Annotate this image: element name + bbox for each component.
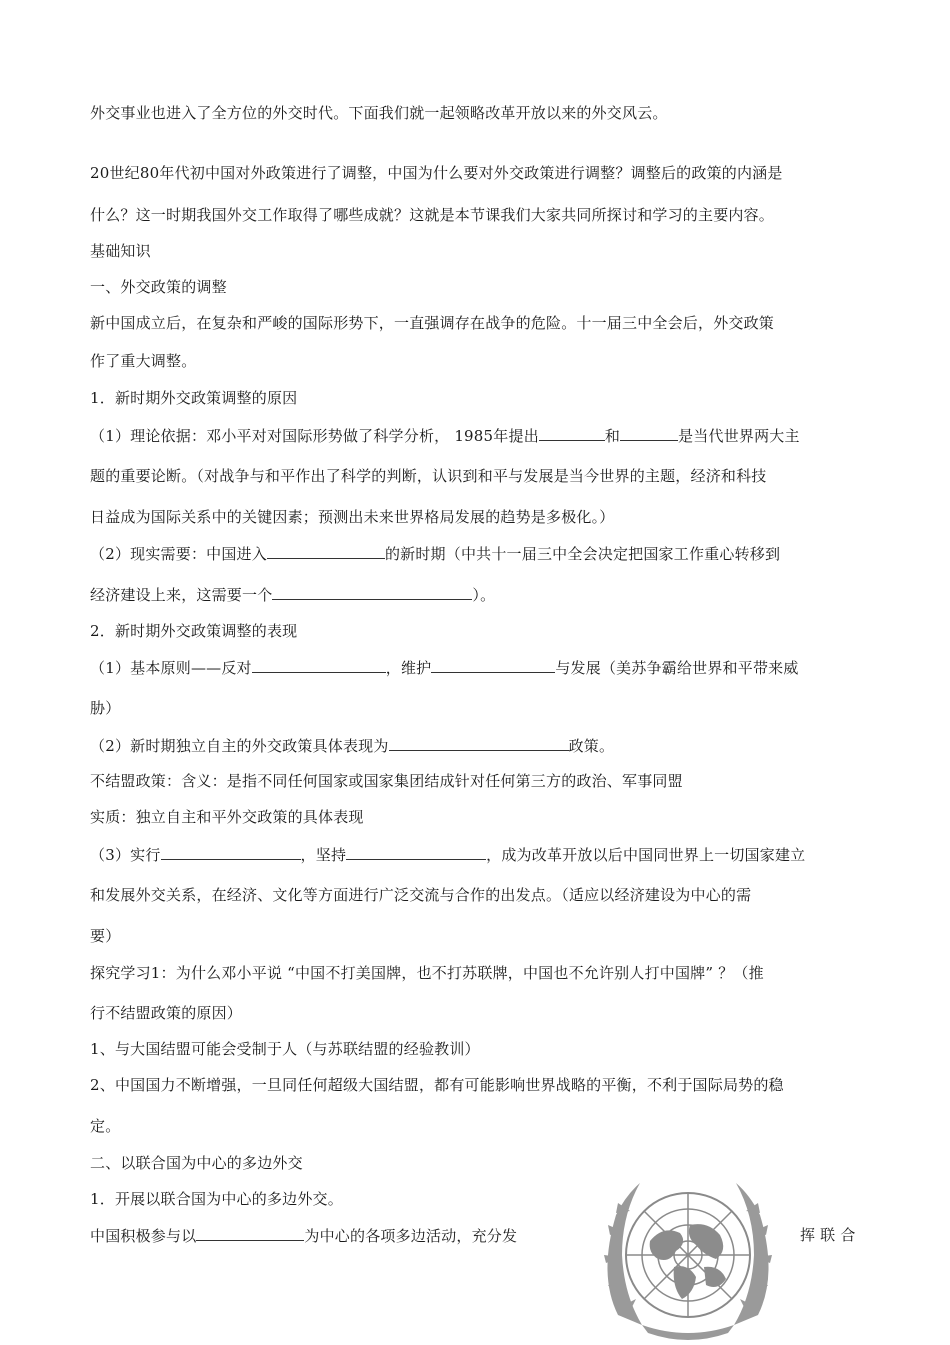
text-segment: 是当代世界两大主 bbox=[678, 427, 800, 445]
answer-blank[interactable] bbox=[252, 656, 386, 673]
text-segment: （1）基本原则——反对 bbox=[90, 659, 252, 677]
section-heading-basic: 基础知识 bbox=[90, 242, 151, 260]
intro-line: 外交事业也进入了全方位的外交时代。下面我们就一起领略改革开放以来的外交风云。 bbox=[90, 104, 668, 122]
text-segment: ，成为改革开放以后中国同世界上一切国家建立 bbox=[486, 846, 806, 864]
paragraph-line: 和发展外交关系，在经济、文化等方面进行广泛交流与合作的出发点。（适应以经济建设为中心的需 bbox=[90, 886, 752, 904]
text-segment: 中国积极参与以 bbox=[90, 1227, 197, 1245]
text-segment: ，维护 bbox=[385, 659, 432, 677]
answer-blank[interactable] bbox=[161, 843, 301, 860]
paragraph-line: 要） bbox=[90, 927, 121, 945]
answer-point-1: 1、与大国结盟可能会受制于人（与苏联结盟的经验教训） bbox=[90, 1040, 480, 1058]
answer-blank[interactable] bbox=[196, 1224, 304, 1241]
text-segment: 经济建设上来，这需要一个 bbox=[90, 586, 273, 604]
paragraph-line: 胁） bbox=[90, 699, 121, 717]
text-segment: （2）新时期独立自主的外交政策具体表现为 bbox=[90, 737, 389, 755]
fill-in-line-policy bbox=[90, 734, 870, 757]
text-segment: 政策。 bbox=[568, 737, 615, 755]
subheading-2: 2．新时期外交政策调整的表现 bbox=[90, 622, 298, 640]
intro-paragraph-line-1: 20世纪80年代初中国对外政策进行了调整，中国为什么要对外交政策进行调整？调整后的政策的内涵是 bbox=[90, 164, 783, 182]
fill-in-line-implement bbox=[90, 843, 870, 866]
section-heading-1: 一、外交政策的调整 bbox=[90, 278, 227, 296]
text-segment: （1）理论依据：邓小平对对国际形势做了科学分析， 1985年提出 bbox=[90, 427, 539, 445]
text-segment: （3）实行 bbox=[90, 846, 161, 864]
fill-in-line-principle bbox=[90, 656, 870, 679]
inquiry-question-line-1: 探究学习1：为什么邓小平说 “中国不打美国牌，也不打苏联牌，中国也不允许别人打中国牌” ？（推 bbox=[90, 964, 764, 982]
text-segment: ，坚持 bbox=[300, 846, 347, 864]
text-segment: 和 bbox=[604, 427, 621, 445]
subheading-un: 1．开展以联合国为中心的多边外交。 bbox=[90, 1190, 343, 1208]
answer-point-2-line-2: 定。 bbox=[90, 1117, 121, 1135]
text-segment: ）。 bbox=[472, 586, 496, 604]
text-segment: 与发展（美苏争霸给世界和平带来威 bbox=[555, 659, 799, 677]
text-segment: （2）现实需要：中国进入 bbox=[90, 545, 267, 563]
paragraph-line: 作了重大调整。 bbox=[90, 352, 197, 370]
answer-blank[interactable] bbox=[539, 424, 605, 441]
fill-in-line-reality bbox=[90, 542, 870, 565]
paragraph-line: 实质：独立自主和平外交政策的具体表现 bbox=[90, 808, 364, 826]
answer-blank[interactable] bbox=[267, 542, 385, 559]
answer-point-2-line-1: 2、中国国力不断增强，一旦同任何超级大国结盟，都有可能影响世界战略的平衡，不利于国际局势的稳 bbox=[90, 1076, 784, 1094]
subheading-1: 1．新时期外交政策调整的原因 bbox=[90, 389, 298, 407]
text-segment-right: 挥 联 合 bbox=[800, 1226, 856, 1244]
fill-in-line-theory bbox=[90, 424, 870, 447]
paragraph-line: 新中国成立后，在复杂和严峻的国际形势下，一直强调存在战争的危险。十一届三中全会后，外交政策 bbox=[90, 314, 775, 332]
section-heading-2: 二、以联合国为中心的多边外交 bbox=[90, 1154, 303, 1172]
answer-blank[interactable] bbox=[389, 734, 569, 751]
paragraph-line: 题的重要论断。（对战争与和平作出了科学的判断，认识到和平与发展是当今世界的主题，经济和科技 bbox=[90, 467, 767, 485]
un-emblem-image bbox=[578, 1155, 798, 1345]
text-segment: 的新时期（中共十一届三中全会决定把国家工作重心转移到 bbox=[384, 545, 781, 563]
paragraph-line: 不结盟政策：含义：是指不同任何国家或国家集团结成针对任何第三方的政治、军事同盟 bbox=[90, 772, 683, 790]
text-segment: 为中心的各项多边活动，充分发 bbox=[304, 1227, 518, 1245]
inquiry-question-line-2: 行不结盟政策的原因） bbox=[90, 1004, 243, 1022]
answer-blank[interactable] bbox=[346, 843, 486, 860]
answer-blank[interactable] bbox=[620, 424, 678, 441]
paragraph-line: 日益成为国际关系中的关键因素；预测出未来世界格局发展的趋势是多极化。） bbox=[90, 508, 615, 526]
fill-in-line-reality-2 bbox=[90, 583, 870, 606]
intro-paragraph-line-2: 什么？这一时期我国外交工作取得了哪些成就？这就是本节课我们大家共同所探讨和学习的主要内容。 bbox=[90, 206, 775, 224]
answer-blank[interactable] bbox=[272, 583, 472, 600]
answer-blank[interactable] bbox=[431, 656, 555, 673]
